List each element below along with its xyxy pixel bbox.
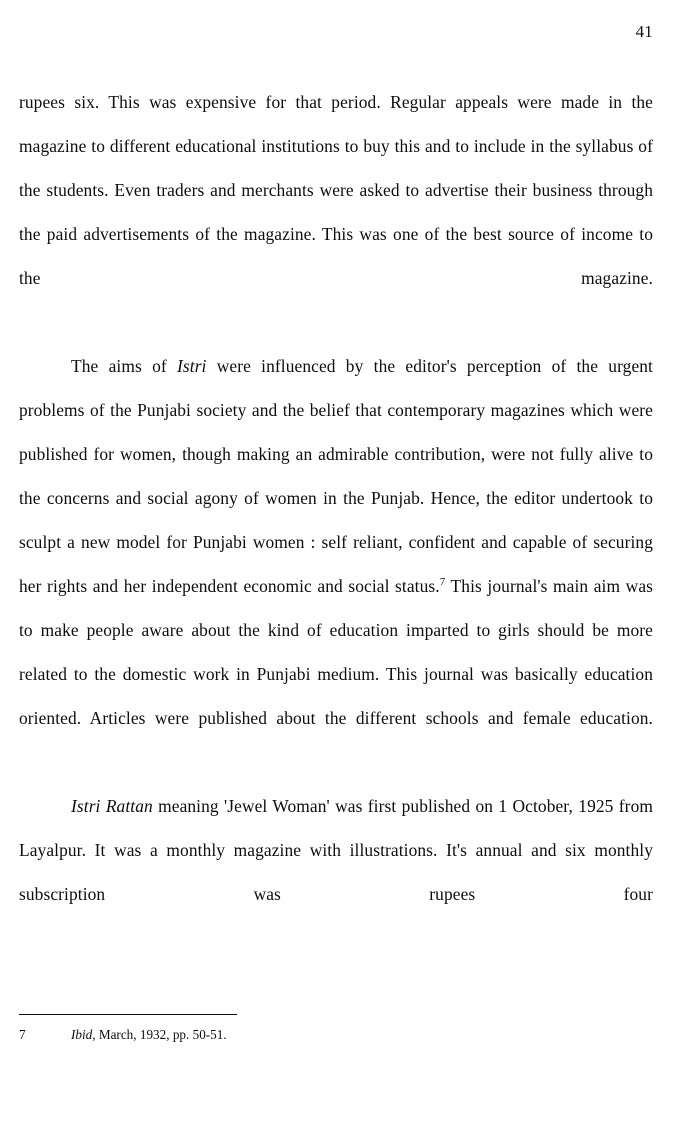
paragraph-1 [19, 80, 653, 344]
page-number: 41 [635, 22, 653, 41]
paragraph-2-middle: were influenced by the editor's perception of the urgent problems of the Punjabi society and the belief that contemporary magazines which were published for women, though making an admirable contribution, were not fully alive to the concerns and social agony of women in the Punjab. Hence, the editor undertook to sculpt a new model for Punjabi women : self reliant, confident and capable of securing her rights and her independent economic and social status. [19, 356, 653, 596]
footnote-item-7 [19, 1026, 653, 1043]
footnote-citation-rest: March, 1932, pp. 50-51. [95, 1027, 227, 1042]
footnote-separator-rule [19, 1014, 237, 1015]
paragraph-2-lead: The aims of [71, 356, 177, 376]
paragraph-2-tail: This journal's main aim was to make people aware about the kind of education imparted to girls should be more related to the domestic work in Punjabi medium. This journal was basically education oriented. Articles were published about the different schools and female education. [19, 576, 654, 728]
footnote-marker: 7 [19, 1027, 26, 1042]
journal-title-istri: Istri [177, 356, 207, 376]
body-text-column [19, 80, 653, 960]
paragraph-2 [19, 344, 653, 784]
footnote-reference-7[interactable]: 7 [439, 576, 446, 589]
paragraph-3 [19, 784, 653, 960]
footnote-source-ibid: Ibid, [71, 1027, 96, 1042]
footnote-area [19, 1014, 653, 1043]
journal-title-istri-rattan: Istri Rattan [71, 796, 153, 816]
paragraph-1-text: rupees six. This was expensive for that period. Regular appeals were made in the magazine to different educational institutions to buy this and to include in the syllabus of the students. Even traders and merchants were asked to advertise their business through the paid advertisements of the magazine. This was one of the best source of income to the magazine. [19, 92, 653, 288]
paragraph-3-tail: meaning 'Jewel Woman' was first published on 1 October, 1925 from Layalpur. It was a monthly magazine with illustrations. It's annual and six monthly subscription was rupees four [19, 796, 653, 904]
